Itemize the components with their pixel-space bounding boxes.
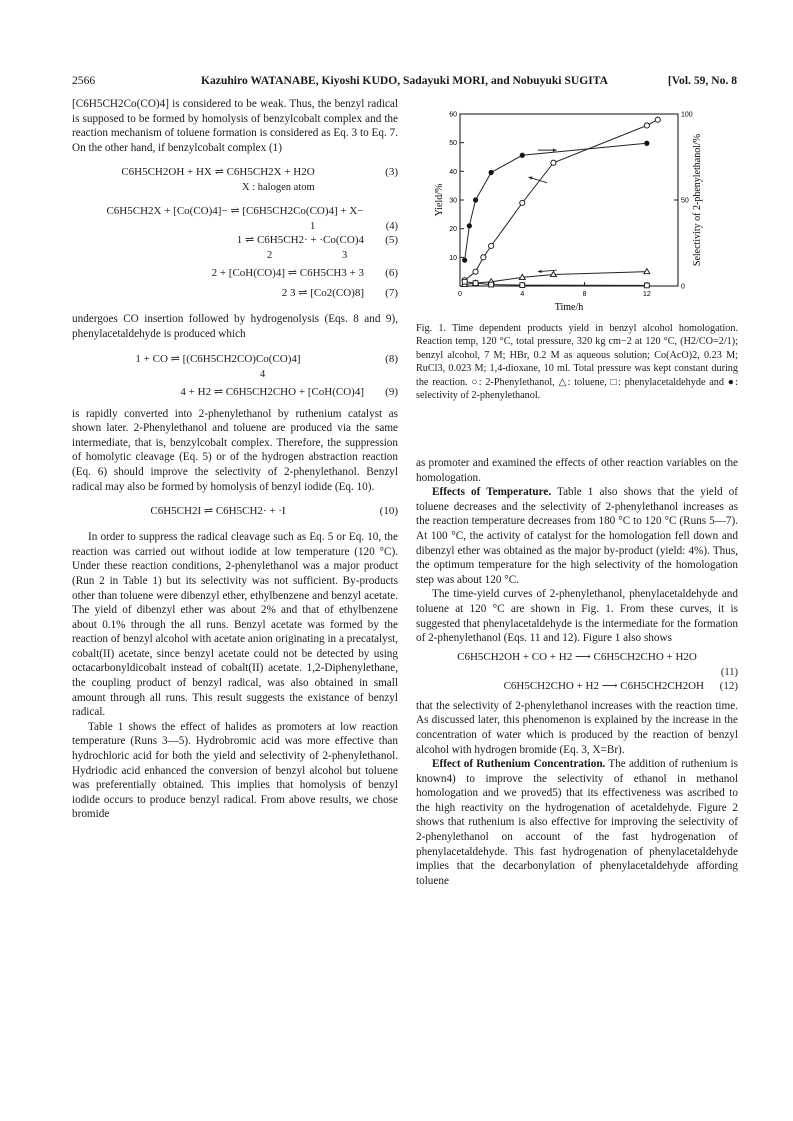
x-axis-label: Time/h (554, 302, 584, 313)
y-tick-label-left: 50 (449, 140, 457, 148)
data-point (489, 282, 494, 287)
equation-10 (72, 504, 398, 520)
caption-text: Fig. 1. Time dependent products yield in benzyl alcohol homologation. Reaction temp, 120 °C, total pressure, 320 kg cm−2 at 120 °C, (H2/CO=2/1); benzyl alcohol, 7 M; HBr, 0.2 M as aqueous solution; Co(AcO)2, 0.23 M; RuCl3, 0.023 M; 1,4-dioxane, 10 ml. Total pressure was kept constant during the reaction. ○: 2-Phenylethanol, △: toluene, □: phenylacetaldehyde and ●: selectivity of 2-phenylethanol. (416, 323, 738, 402)
data-point (489, 243, 494, 248)
axis-arrow-head (553, 148, 557, 151)
data-point (467, 223, 472, 228)
equation-number: (8) (385, 352, 398, 365)
paragraph: The time-yield curves of 2-phenylethanol, phenylacetaldehyde and toluene at 120 °C are shown in Fig. 1. From these curves, it is suggested that phenylacetaldehyde is the intermediate for the formation of 2-phenylethanol (Eqs. 11 and 12). Figure 1 also shows (416, 588, 738, 645)
species-label: 2 (267, 250, 273, 262)
y-axis-label-right: Selectivity of 2-phenylethanol/% (692, 133, 703, 267)
equation-text: C6H5CH2OH + CO + H2 ⟶ C6H5CH2CHO + H2O (457, 650, 697, 663)
figure-1-chart (420, 108, 720, 320)
axis-arrow-head (538, 270, 542, 273)
right-column (416, 456, 738, 888)
equation-5 (72, 233, 398, 249)
paragraph: In order to suppress the radical cleavage such as Eq. 5 or Eq. 10, the reaction was carried out without iodide at low temperature (120 °C). Under these reaction conditions, 2-phenylethanol was a major product (Run 2 in Table 1) but its selectivity was not sufficient. By-products other than toluene were dibenzyl ether, ethylbenzene and benzyl acetate. The yield of dibenzyl ether was about 2% and that of ethylbenzene about 0.1% through the all runs. Benzyl acetate was formed by the reaction of benzyl alcohol with acetate anion originating in a precatalyst, cobalt(II) acetate, since benzyl acetate could not be detected by using octacarbonyldicobalt instead of cobalt(II) acetate. 1,2-Diphenylethane, the coupling product of benzyl radical, was also obtained in small amount through all runs. This result suggests the existance of benzyl radical. (72, 531, 398, 719)
data-point (520, 283, 525, 288)
equation-note: X : halogen atom (242, 182, 315, 194)
equation-3 (72, 165, 398, 181)
paragraph: Table 1 shows the effect of halides as promoters at low reaction temperature (Runs 3—5). Hydrobromic acid was more effective than hydrochloric acid for both the yield and selectivity of 2-phenylethanol. Hydriodic acid enhanced the conversion of benzyl alcohol but toluene was preferentially obtained. This implies that homolysis of benzyl iodide occurs to produce benzyl radical. From above results, we chose bromide (72, 720, 398, 821)
x-tick-label: 0 (458, 291, 462, 298)
y-tick-label-right: 50 (681, 197, 689, 205)
equation-number: (12) (719, 679, 738, 692)
equation-text: C6H5CH2CHO + H2 ⟶ C6H5CH2CH2OH (503, 679, 704, 692)
data-point (473, 269, 478, 274)
y-axis-label-left: Yield/% (434, 183, 445, 217)
y-tick-label-left: 40 (449, 168, 457, 176)
y-tick-label-right: 0 (681, 283, 685, 291)
plot-frame (460, 114, 678, 286)
figure-1 (420, 108, 740, 325)
volume-info: [Vol. 59, No. 8 (667, 74, 737, 87)
equation-number: (3) (385, 166, 398, 179)
equation-text: C6H5CH2I ⇌ C6H5CH2· + ·I (150, 505, 286, 518)
equation-text: 1 + CO ⇌ [(C6H5CH2CO)Co(CO)4] (135, 352, 301, 365)
data-point (473, 197, 478, 202)
section-heading: Effect of Ruthenium Concentration. (432, 758, 606, 771)
data-point (551, 160, 556, 165)
data-point (462, 258, 467, 263)
data-point (655, 117, 660, 122)
data-point (462, 279, 467, 284)
equation-text: C6H5CH2OH + HX ⇌ C6H5CH2X + H2O (121, 166, 315, 179)
equation-12 (416, 679, 738, 695)
paragraph: [C6H5CH2Co(CO)4] is considered to be weak. Thus, the benzyl radical is supposed to be formed by homolysis of benzylcobalt complex and the reaction mechanism of toluene formation is considered as Eq. 3 to Eq. 7. On the other hand, if benzylcobalt complex (1) (72, 98, 398, 154)
paragraph: undergoes CO insertion followed by hydrogenolysis (Eqs. 8 and 9), phenylacetaldehyde is produced which (72, 313, 398, 340)
equation-number: (7) (385, 287, 398, 300)
authors: Kazuhiro WATANABE, Kiyoshi KUDO, Sadayuki MORI, and Nobuyuki SUGITA (200, 74, 609, 87)
equation-text: 2 + [CoH(CO)4] ⇌ C6H5CH3 + 3 (211, 267, 364, 280)
x-tick-label: 4 (520, 291, 525, 298)
series-line (465, 120, 658, 281)
section-heading: Effects of Temperature. (432, 486, 552, 499)
equation-7 (72, 286, 398, 302)
data-point (644, 141, 649, 146)
equation-6 (72, 266, 398, 282)
figure-caption (416, 322, 738, 402)
equation-number: (11) (720, 666, 738, 678)
equation-4 (72, 204, 398, 220)
y-tick-label-left: 10 (449, 254, 457, 262)
paragraph: that the selectivity of 2-phenylethanol increases with the reaction time. As discussed later, this phenomenon is explained by the increase in the concentration of water which is produced by the reaction of benzyl alcohol with hydrogen bromide (Eq. 3, X=Br). (416, 699, 738, 756)
page-number: 2566 (72, 74, 96, 87)
y-tick-label-right: 100 (681, 111, 693, 119)
equation-text: 1 ⇌ C6H5CH2· + ·Co(CO)4 (236, 234, 364, 247)
equation-number: (10) (379, 505, 398, 518)
equation-number: (5) (385, 234, 398, 247)
equation-number: (6) (385, 267, 398, 280)
x-tick-label: 12 (642, 291, 651, 298)
data-point (644, 269, 650, 274)
x-tick-label: 8 (582, 291, 587, 298)
equation-text: 2 3 ⇌ [Co2(CO)8] (281, 287, 364, 300)
y-tick-label-left: 30 (449, 197, 457, 205)
equation-number: (9) (385, 385, 398, 398)
data-point (644, 123, 649, 128)
species-label: 1 (310, 221, 316, 233)
species-label: 3 (342, 250, 348, 262)
running-header (72, 74, 737, 92)
data-point (520, 153, 525, 158)
y-tick-label-left: 60 (449, 111, 457, 119)
data-point (473, 281, 478, 286)
equation-11 (416, 650, 738, 666)
equation-8 (72, 352, 398, 368)
data-point (520, 200, 525, 205)
data-point (489, 170, 494, 175)
equation-text: 4 + H2 ⇌ C6H5CH2CHO + [CoH(CO)4] (180, 385, 364, 398)
paragraph: is rapidly converted into 2-phenylethanol by ruthenium catalyst as shown later. 2-Phenylethanol and toluene are produced via the same intermediate, that is, benzylcobalt complex. Therefore, the suppression of homolytic cleavage (Eq. 5) or of the hydrogen abstraction reaction (Eq. 6) should improve the selectivity of 2-phenylethanol. Benzyl radical may also be formed by homolysis of benzyl iodide (Eq. 10). (72, 407, 398, 493)
data-point (644, 283, 649, 288)
paragraph: Effects of Temperature. Table 1 also shows that the yield of toluene decreases and the selectivity of 2-phenylethanol increases as the reaction temperature decreases from 180 °C to 120 °C (Runs 5—7). At 100 °C, the activity of catalyst for the homologation fell down and dibenzyl ether was obtained as the major by-product (yield: 4%). Thus, the optimum temperature for the high selectivity of the homologation step was about 120 °C. (416, 486, 738, 586)
species-label: 4 (260, 368, 266, 380)
paragraph: Effect of Ruthenium Concentration. The addition of ruthenium is known4) to improve the selectivity of ethanol in methanol homologation and we proved5) that its effectiveness was ascribed to the high reactivity on the hydrogenation of acetaldehyde. Figure 2 shows that ruthenium is also effective for improving the selectivity of 2-phenylethanol on account of the fast hydrogenation of phenylacetaldehyde. This fast hydrogenation of phenylacetaldehyde implies that the decarbonylation of phenylacetaldehyde affording toluene (416, 758, 738, 887)
equation-text: C6H5CH2X + [Co(CO)4]− ⇌ [C6H5CH2Co(CO)4] + X− (106, 205, 364, 218)
equation-9 (72, 385, 398, 401)
y-tick-label-left: 20 (449, 226, 457, 234)
data-point (481, 255, 486, 260)
left-column (72, 97, 398, 822)
paragraph: as promoter and examined the effects of other reaction variables on the homologation. (416, 457, 738, 484)
equation-number: (4) (385, 221, 398, 233)
